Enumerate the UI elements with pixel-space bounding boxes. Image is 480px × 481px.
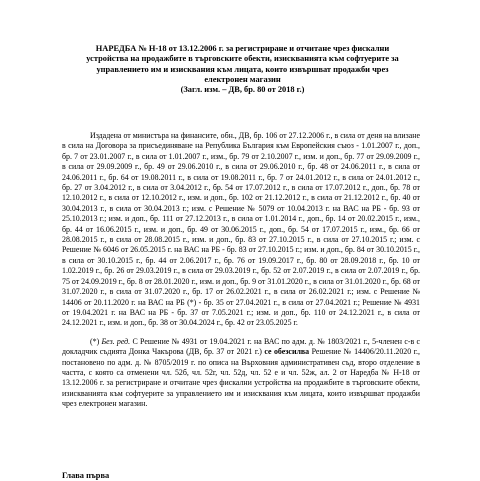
note-text-part-a: С Решение № 4931 от 19.04.2021 г. на ВАС по адм. д. № 1803/2021 г., 5-членен с-в с докладчик съдията Донка Чакърова (ДВ, бр. 37 от 2021 г.)	[62, 336, 420, 357]
publication-history-paragraph: Издадена от министъра на финансите, обн., ДВ, бр. 106 от 27.12.2006 г., в сила от деня на влизане в сила на Договора за присъединяване на Република България към Европейския съюз - 1.01.2007 г., доп., бр. 7 от 23.01.2007 г., в сила от 1.01.2007 г., изм., бр. 79 от 2.10.2007 г., изм. и доп., бр. 77 от 29.09.2009 г., в сила от 29.09.2009 г., бр. 49 от 29.06.2010 г., в сила от 29.06.2010 г., бр. 48 от 24.06.2011 г., в сила от 24.06.2011 г., бр. 64 от 19.08.2011 г., в сила от 19.08.2011 г., бр. 7 от 24.01.2012 г., в сила от 24.01.2012 г., бр. 27 от 3.04.2012 г., в сила от 3.04.2012 г., бр. 54 от 17.07.2012 г., в сила от 17.07.2012 г., доп., бр. 78 от 12.10.2012 г., в сила от 12.10.2012 г., изм. и доп., бр. 102 от 21.12.2012 г., в сила от 21.12.2012 г., бр. 40 от 30.04.2013 г., в сила от 30.04.2013 г.; изм. с Решение № 5079 от 10.04.2013 г. на ВАС на РБ - бр. 93 от 25.10.2013 г.; изм. и доп., бр. 111 от 27.12.2013 г., в сила от 1.01.2014 г., доп., бр. 14 от 20.02.2015 г., изм., бр. 44 от 16.06.2015 г., изм. и доп., бр. 49 от 30.06.2015 г., доп., бр. 54 от 17.07.2015 г., изм., бр. 66 от 28.08.2015 г., в сила от 28.08.2015 г., изм. и доп., бр. 83 от 27.10.2015 г., в сила от 27.10.2015 г.; изм. с Решение № 6046 от 26.05.2015 г. на ВАС на РБ - бр. 83 от 27.10.2015 г.; изм. и доп., бр. 84 от 30.10.2015 г., в сила от 30.10.2015 г., бр. 44 от 2.06.2017 г., бр. 76 от 19.09.2017 г., бр. 80 от 28.09.2018 г., бр. 10 от 1.02.2019 г., бр. 26 от 29.03.2019 г., в сила от 29.03.2019 г., бр. 52 от 2.07.2019 г., в сила от 2.07.2019 г., бр. 75 от 24.09.2019 г., бр. 8 от 28.01.2020 г., изм. и доп., бр. 9 от 31.01.2020 г., в сила от 31.01.2020 г., бр. 68 от 31.07.2020 г., в сила от 31.07.2020 г., бр. 17 от 26.02.2021 г., в сила от 26.02.2021 г.; изм. с Решение № 14406 от 20.11.2020 г. на ВАС на РБ (*) - бр. 35 от 27.04.2021 г., в сила от 27.04.2021 г.; Решение № 4931 от 19.04.2021 г. на ВАС на РБ - бр. 37 от 7.05.2021 г.; изм. и доп., бр. 110 от 24.12.2021 г., в сила от 24.12.2021 г., изм. и доп., бр. 38 от 30.04.2024 г., бр. 42 от 23.05.2025 г.	[62, 131, 420, 328]
title-line: управлението им и изисквания към лицата, които извършват продажби чрез	[96, 64, 389, 74]
title-line: НАРЕДБА № Н-18 от 13.12.2006 г. за регистриране и отчитане чрез фискални	[95, 44, 390, 53]
document-body	[62, 131, 420, 410]
editorial-label: Без. ред.	[101, 336, 131, 346]
chapter-heading: Глава първа	[62, 471, 110, 480]
title-line: устройства на продажбите в търговските обекти, изискванията към софтуерите за	[86, 54, 399, 64]
document-title	[50, 44, 435, 95]
note-emphasis: се обезсилва	[264, 347, 310, 357]
note-text-part-b: Решение № 14406/20.11.2020 г., постановено по адм. д. № 8705/2019 г. по описа на Върховния административен съд, второ отделение в частта, с която са отменени чл. 52б, чл. 52г, чл. 52д, чл. 52 е и чл. 52ж, ал. 2 от Наредба № Н-18 от 13.12.2006 г. за регистриране и отчитане чрез фискални устройства на продажбите в търговските обекти, изискванията към софтуерите за управлението им и изисквания към лицата, които извършват продажби чрез електронен магазин.	[62, 347, 421, 409]
note-marker: (*)	[90, 336, 102, 346]
amendment-note: (Загл. изм. – ДВ, бр. 80 от 2018 г.)	[180, 85, 305, 95]
editorial-note-paragraph	[62, 337, 420, 410]
title-line: електронен магазин	[204, 74, 281, 84]
